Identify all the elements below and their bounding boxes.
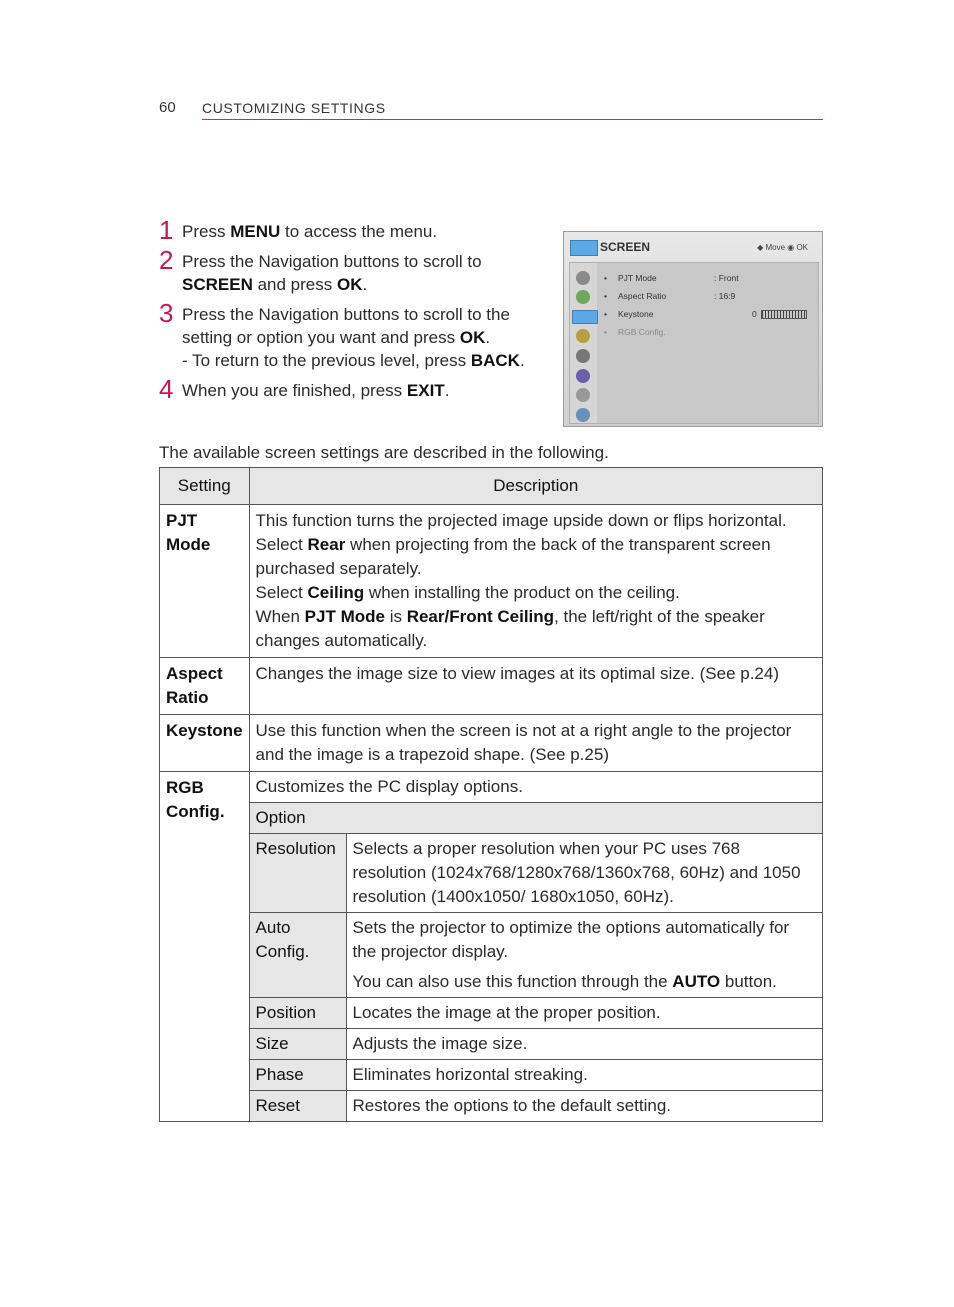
bullet: • (604, 291, 607, 301)
osd-item-label: Aspect Ratio (618, 291, 667, 301)
screen-menu-screenshot (563, 231, 823, 427)
table-row (160, 715, 823, 772)
bullet: • (604, 327, 607, 337)
option-description: Selects a proper resolution when your PC uses 768 resolution (1024x768/1280x768/1360x768, 60Hz) and 1050 resolution (1400x1050/ 1680x1050, 60Hz). (346, 834, 822, 913)
page-number: 60 (159, 99, 176, 116)
osd-item-label: PJT Mode (618, 273, 657, 283)
step-1 (159, 215, 554, 245)
step-subnote (182, 349, 554, 372)
picture-icon (576, 290, 590, 304)
step-text: When you are finished, press (182, 381, 407, 400)
desc-key: Rear/Front Ceiling (406, 607, 555, 626)
screen-icon (572, 310, 598, 324)
desc-line: This function turns the projected image upside down or flips horizontal. (255, 511, 787, 530)
osd-sidebar (570, 263, 597, 423)
osd-item-value: : Front (714, 273, 739, 283)
option-row (250, 834, 822, 913)
option-name: Reset (250, 1091, 347, 1122)
lock-icon (576, 388, 590, 402)
osd-item-aspect-ratio (604, 291, 814, 309)
keystone-slider (761, 310, 807, 319)
step-number: 4 (159, 374, 174, 404)
setting-description (249, 505, 822, 658)
desc-key: PJT Mode (304, 607, 385, 626)
osd-item-keystone (604, 309, 814, 327)
desc-text: Sets the projector to optimize the options automatically for the projector display. (352, 918, 790, 961)
option-icon (576, 369, 590, 383)
key-name: OK (336, 275, 363, 294)
osd-titlebar (564, 232, 822, 260)
desc-key: Rear (307, 535, 346, 554)
option-description: Eliminates horizontal streaking. (346, 1060, 822, 1091)
step-number: 1 (159, 215, 174, 245)
option-row (250, 1029, 822, 1060)
screen-icon (570, 240, 598, 256)
option-description: Restores the options to the default setting. (346, 1091, 822, 1122)
option-name: Position (250, 998, 347, 1029)
option-row (250, 913, 822, 998)
osd-title: SCREEN (600, 240, 651, 254)
step-3 (159, 298, 554, 372)
option-description: Locates the image at the proper position. (346, 998, 822, 1029)
desc-text: You can also use this function through the (352, 972, 673, 991)
option-description (346, 913, 822, 998)
intro-text: The available screen settings are described in the following. (159, 443, 609, 462)
option-name: Auto Config. (250, 913, 347, 998)
rgb-description: Customizes the PC display options. (250, 772, 822, 803)
osd-item-pjt-mode (604, 273, 814, 291)
option-row (250, 1091, 822, 1122)
step-text: to access the menu. (280, 222, 438, 241)
desc-text: Select (255, 535, 308, 554)
osd-body (569, 262, 819, 424)
desc-text: when installing the product on the ceiling. (364, 583, 680, 602)
osd-menu-list (604, 273, 814, 345)
osd-item-value: 0 (752, 309, 757, 319)
bullet: • (604, 309, 607, 319)
setting-name: Keystone (160, 715, 250, 772)
option-name: Resolution (250, 834, 347, 913)
desc-key: AUTO (672, 972, 721, 991)
step-text: . (519, 351, 525, 370)
table-row (160, 772, 823, 1122)
desc-key: Ceiling (307, 583, 365, 602)
key-name: SCREEN (182, 275, 253, 294)
osd-item-label: Keystone (618, 309, 654, 319)
time-icon (576, 349, 590, 363)
desc-text: is (384, 607, 407, 626)
settings-table (159, 467, 823, 1122)
setting-name: Aspect Ratio (160, 658, 250, 715)
input-icon (576, 271, 590, 285)
key-name: OK (459, 328, 486, 347)
step-text: Press (182, 222, 231, 241)
desc-text: Select (255, 583, 308, 602)
table-row (160, 505, 823, 658)
option-description: Adjusts the image size. (346, 1029, 822, 1060)
header-setting: Setting (160, 468, 250, 505)
desc-text: button. (720, 972, 777, 991)
setting-name: RGB Config. (160, 772, 250, 1122)
steps-list (159, 215, 554, 409)
options-table (250, 772, 822, 1121)
desc-text: When (255, 607, 305, 626)
step-2 (159, 245, 554, 296)
step-number: 2 (159, 245, 174, 275)
osd-item-rgb-config (604, 327, 814, 345)
audio-icon (576, 329, 590, 343)
option-row (250, 998, 822, 1029)
option-header: Option (250, 803, 822, 834)
option-name: Size (250, 1029, 347, 1060)
step-4 (159, 374, 554, 404)
table-row (160, 658, 823, 715)
desc-line (256, 533, 816, 581)
option-name: Phase (250, 1060, 347, 1091)
desc-text: when projecting from the back of the transparent screen purchased separately. (255, 535, 771, 578)
header-rule (202, 119, 823, 120)
desc-line (256, 605, 816, 653)
setting-description (249, 772, 822, 1122)
step-text: . (485, 328, 491, 347)
setting-description: Changes the image size to view images at its optimal size. (See p.24) (249, 658, 822, 715)
desc-text: , the left/right of the speaker changes automatically. (255, 607, 765, 650)
header-description: Description (249, 468, 822, 505)
desc-line (256, 581, 816, 605)
key-name: BACK (470, 351, 520, 370)
option-row (250, 1060, 822, 1091)
bullet: • (604, 273, 607, 283)
support-icon (576, 408, 590, 422)
step-text: - To return to the previous level, press (182, 351, 471, 370)
setting-description: Use this function when the screen is not at a right angle to the projector and the image is a trapezoid shape. (See p.25) (249, 715, 822, 772)
key-name: EXIT (406, 381, 445, 400)
step-number: 3 (159, 298, 174, 328)
step-text: . (444, 381, 450, 400)
step-text: . (362, 275, 368, 294)
osd-item-label: RGB Config. (618, 327, 666, 337)
key-name: MENU (230, 222, 281, 241)
step-text: Press the Navigation buttons to scroll to (182, 252, 482, 271)
osd-item-value: : 16:9 (714, 291, 736, 301)
desc-line (353, 970, 816, 994)
table-header-row (160, 468, 823, 505)
section-title: CUSTOMIZING SETTINGS (202, 100, 386, 116)
step-text: and press (252, 275, 337, 294)
setting-name: PJT Mode (160, 505, 250, 658)
osd-nav-hint: ◆ Move ◉ OK (757, 243, 808, 252)
step-text: Press the Navigation buttons to scroll to the setting or option you want and press (182, 305, 510, 347)
